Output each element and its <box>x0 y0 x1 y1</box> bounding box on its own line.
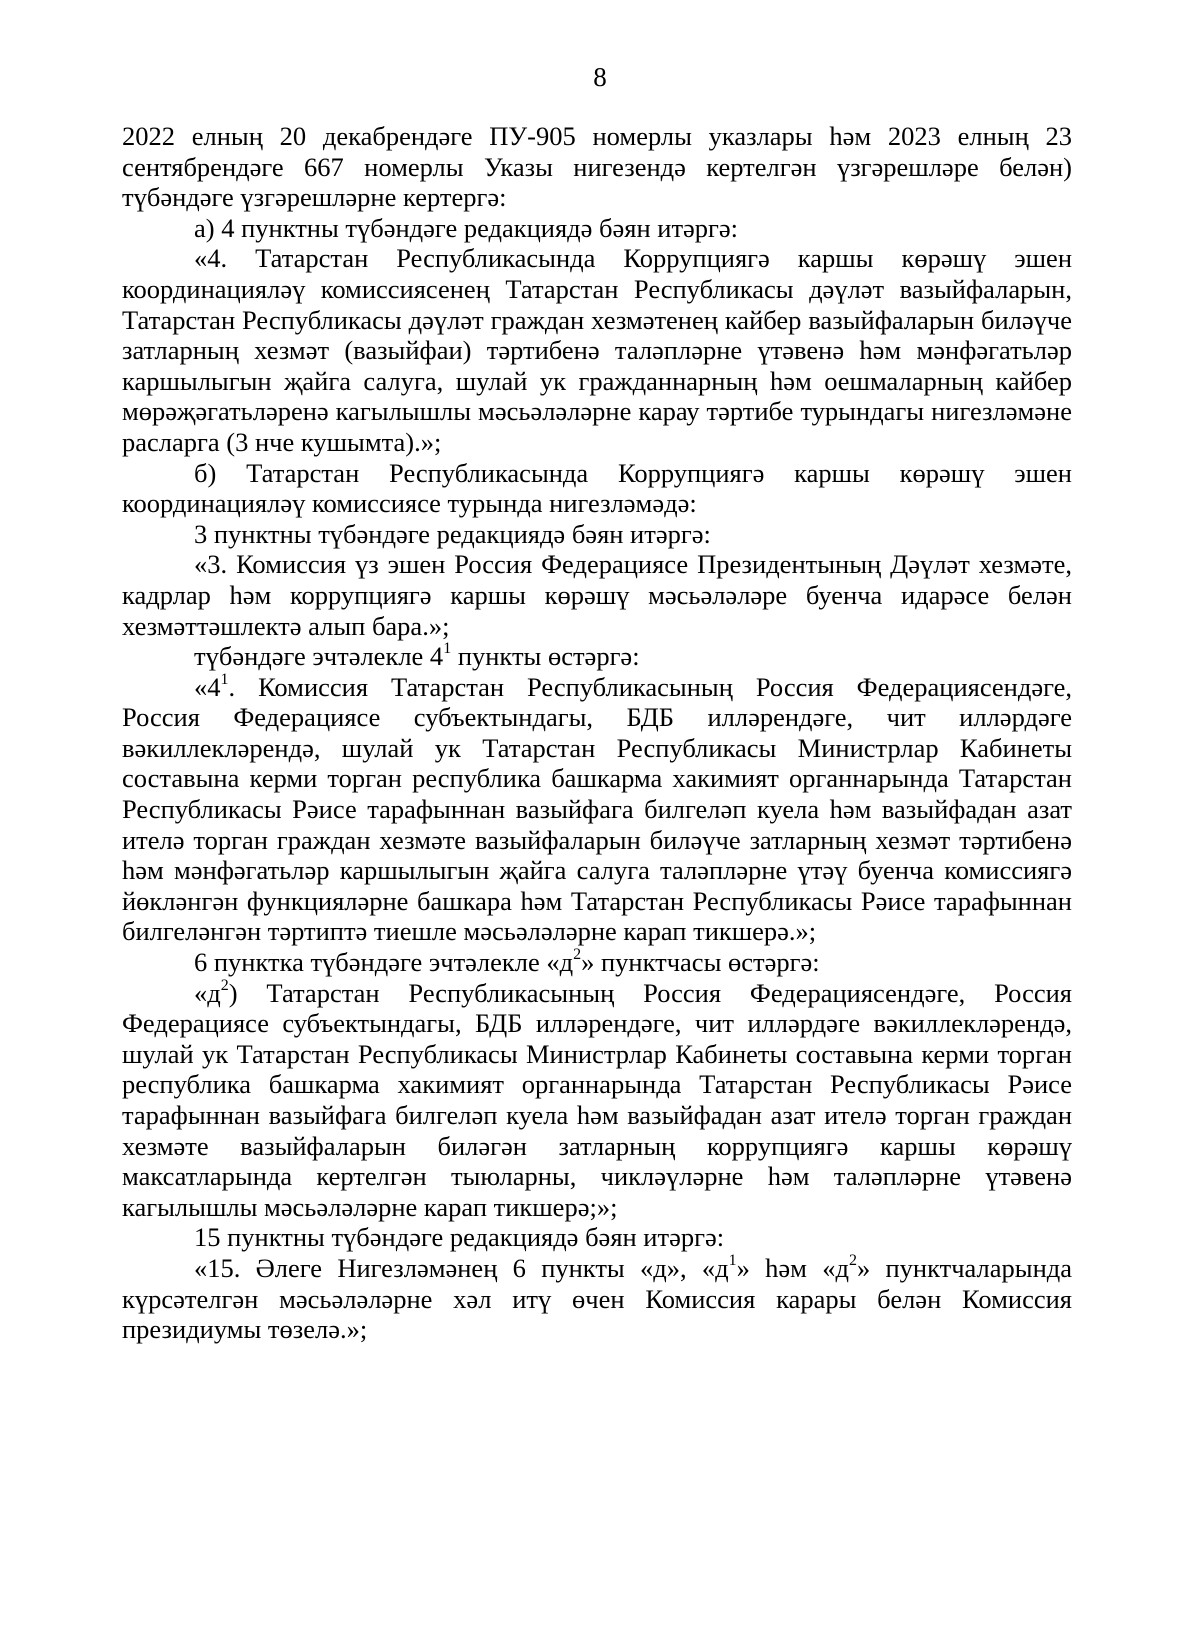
paragraph-point-4-1-intro <box>122 641 1072 672</box>
paragraph-subpoint-d2-intro <box>122 947 1072 978</box>
text-segment: » һәм «д <box>736 1252 849 1283</box>
paragraph-item-a: а) 4 пунктны түбәндәге редакциядә бәян итәргә: <box>194 212 739 243</box>
text-segment: » пунктчасы өстәргә: <box>581 947 820 978</box>
document-body <box>122 121 1072 1345</box>
page-number: 8 <box>593 62 607 92</box>
paragraph-point-3-text: «3. Комиссия үз эшен Россия Федерациясе Президентының Дәүләт хезмәте, кадрлар һәм коррупциягә каршы көрәшү мәсьәләләре буенча идарәсе белән хезмәттәшлектә алып бара.»; <box>122 549 1072 641</box>
text-segment: ) Татарстан Республикасының Россия Федерациясендәге, Россия Федерациясе субъектындагы, БДБ илләрендәге, чит илләрдәге вәкиллекләрендә, шулай ук Татарстан Республикасы Министрлар Кабинеты составына керми торган республика башкарма хакимият органнарында Татарстан Республикасы Рәисе тарафыннан вазыйфага билгеләп куела һәм вазыйфадан азат ителә торган граждан хезмәте вазыйфаларын биләгән затларның коррупциягә каршы көрәшү максатларында кертелгән тыюларны, чикләүләрне һәм таләпләрне үтәвенә кагылышлы мәсьәләләрне карап тикшерә;»; <box>122 977 1072 1222</box>
paragraph-subpoint-d2-text <box>122 978 1072 1223</box>
paragraph-point-15-text <box>122 1253 1072 1345</box>
text-segment: «15. Әлеге Нигезләмәнең 6 пункты «д», «д <box>194 1252 729 1283</box>
text-segment: түбәндәге эчтәлекле 4 <box>194 641 444 672</box>
text-segment: «4 <box>194 671 221 702</box>
superscript: 1 <box>443 640 452 658</box>
text-segment: 6 пунктка түбәндәге эчтәлекле «д <box>194 947 574 978</box>
paragraph-decree-reference: 2022 елның 20 декабрендәге ПУ-905 номерлы указлары һәм 2023 елның 23 сентябрендәге 667 номерлы Указы нигезендә кертелгән үзгәрешләре белән) түбәндәге үзгәрешләрне кертергә: <box>122 121 1072 213</box>
text-segment: «д <box>194 977 221 1008</box>
superscript: 1 <box>220 670 229 688</box>
text-segment: » пунктчаларында күрсәтелгән мәсьәләләрне хәл итү өчен Комиссия карары белән Комиссия президиумы төзелә.»; <box>122 1252 1072 1345</box>
paragraph-point-15-intro: 15 пунктны түбәндәге редакциядә бәян итәргә: <box>194 1222 725 1253</box>
superscript: 2 <box>573 946 582 964</box>
superscript: 1 <box>728 1251 737 1269</box>
paragraph-point-3-intro: 3 пунктны түбәндәге редакциядә бәян итәргә: <box>194 518 711 549</box>
superscript: 2 <box>220 976 229 994</box>
paragraph-point-4-1-text <box>122 672 1072 947</box>
paragraph-item-b: б) Татарстан Республикасында Коррупциягә каршы көрәшү эшен координацияләү комиссиясе турында нигезләмәдә: <box>122 457 1072 519</box>
text-segment: пункты өстәргә: <box>451 641 640 672</box>
superscript: 2 <box>848 1251 857 1269</box>
paragraph-point-4-text: «4. Татарстан Республикасында Коррупциягә каршы көрәшү эшен координацияләү комиссиясенең Татарстан Республикасы дәүләт вазыйфаларын, Татарстан Республикасы дәүләт граждан хезмәтенең кайбер вазыйфаларын биләүче затларның хезмәт (вазыйфаи) тәртибенә таләпләрне үтәвенә һәм мәнфәгатьләр каршылыгын җайга салуга, шулай ук гражданнарның һәм оешмаларның кайбер мөрәҗәгатьләренә кагылышлы мәсьәләләрне карау тәртибе турындагы нигезләмәне расларга (3 нче кушымта).»; <box>122 243 1072 457</box>
text-segment: . Комиссия Татарстан Республикасының Россия Федерациясендәге, Россия Федерациясе субъектындагы, БДБ илләрендәге, чит илләрдәге вәкиллекләрендә, шулай ук Татарстан Республикасы Министрлар Кабинеты составына керми торган республика башкарма хакимият органнарында Татарстан Республикасы Рәисе тарафыннан вазыйфага билгеләп куела һәм вазыйфадан азат ителә торган граждан хезмәте вазыйфаларын биләүче затларның хезмәт тәртибенә һәм мәнфәгатьләр каршылыгын җайга салуга таләпләрне үтәү буенча комиссиягә йөкләнгән функцияләрне башкара һәм Татарстан Республикасы Рәисе тарафыннан билгеләнгән тәртиптә тиешле мәсьәләләрне карап тикшерә.»; <box>122 671 1072 947</box>
